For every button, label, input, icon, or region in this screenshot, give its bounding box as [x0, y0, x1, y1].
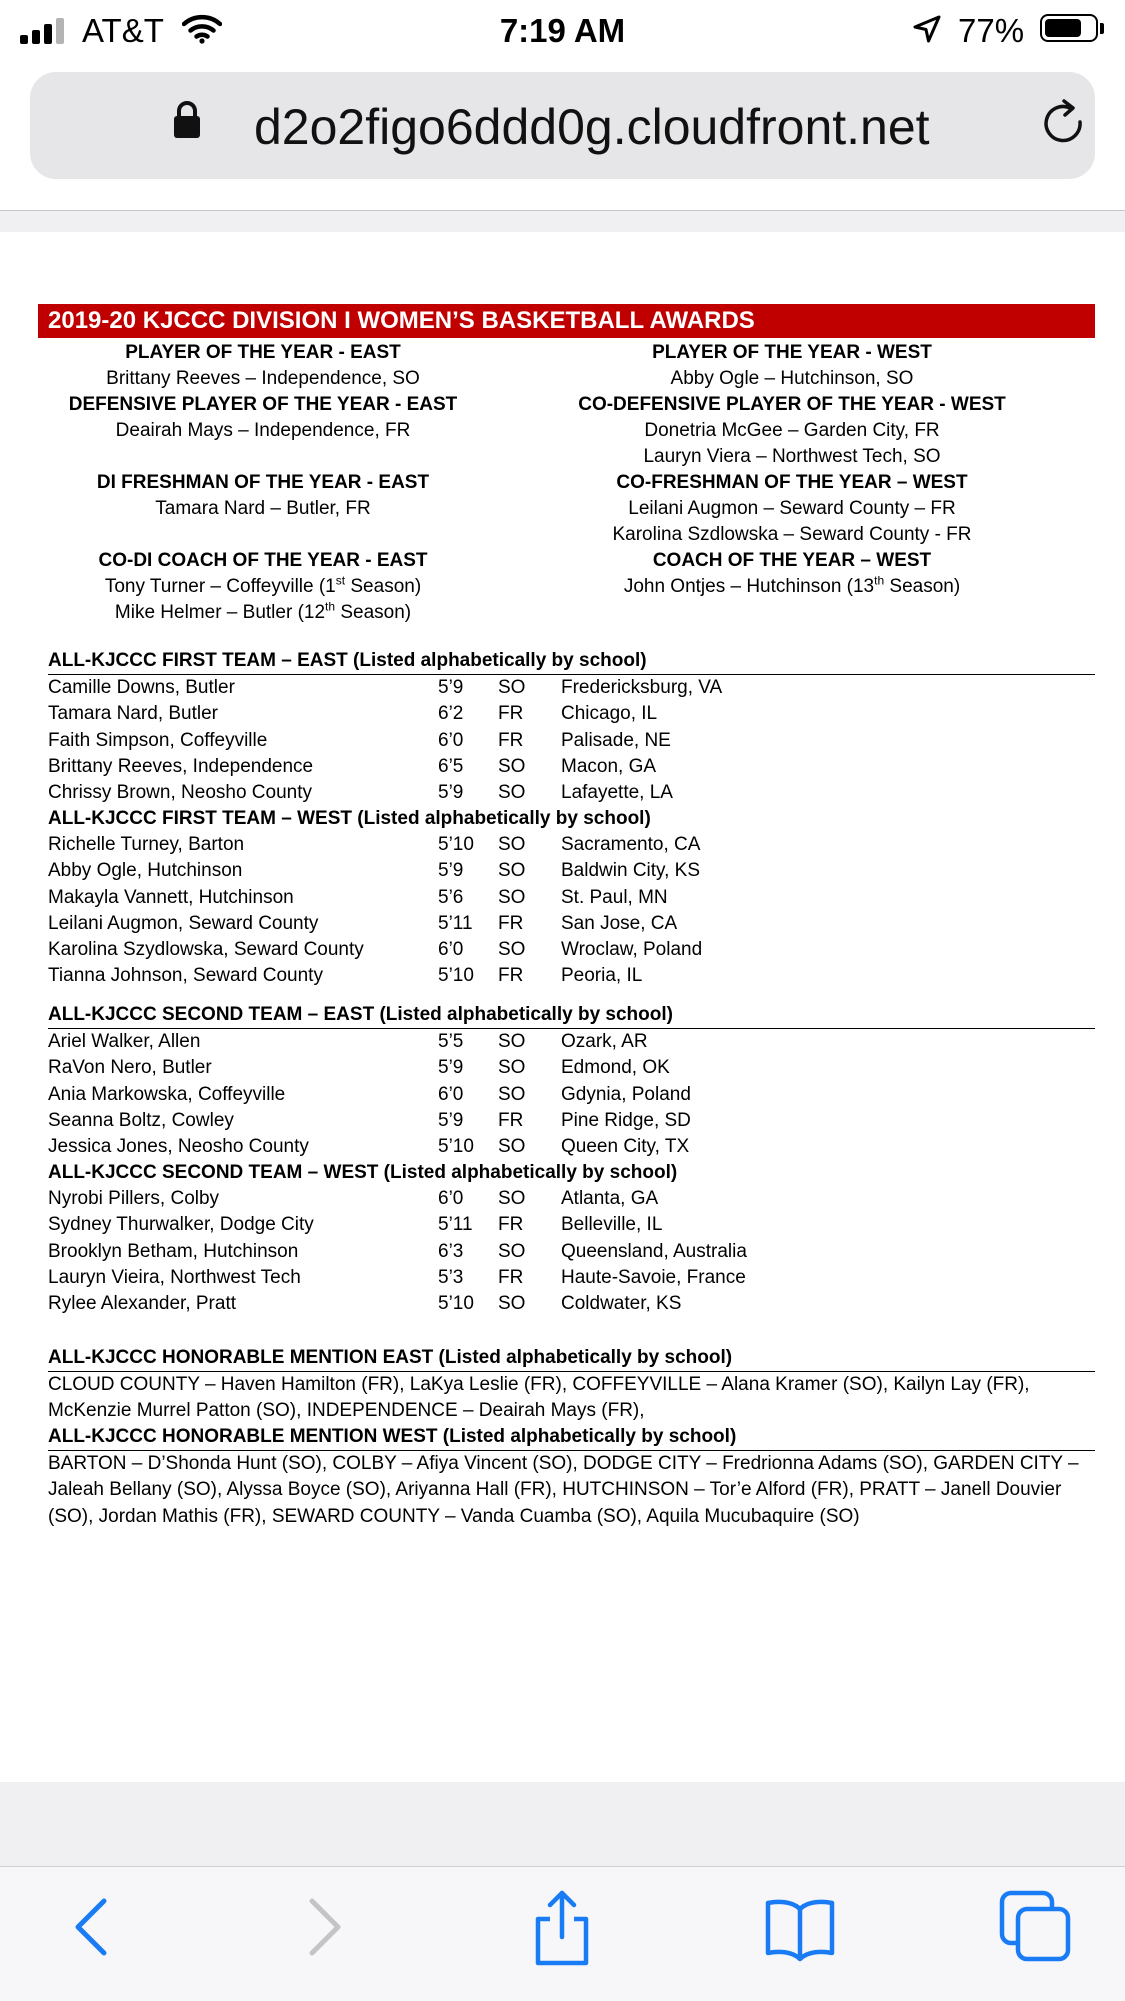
player-year: SO — [498, 677, 526, 698]
player-name: Chrissy Brown, Neosho County — [48, 782, 312, 804]
player-row — [48, 1082, 1095, 1108]
award-title: CO-FRESHMAN OF THE YEAR – WEST — [616, 472, 968, 493]
player-height: 5’9 — [438, 677, 464, 698]
player-year: FR — [498, 912, 524, 934]
player-year: SO — [498, 782, 526, 804]
player-height: 5’11 — [438, 1214, 473, 1236]
team-roster — [48, 1186, 1095, 1317]
player-height: 5’11 — [438, 912, 473, 934]
player-hometown: Macon, GA — [561, 755, 657, 777]
player-name: RaVon Nero, Butler — [48, 1057, 212, 1079]
player-row — [48, 1029, 1095, 1055]
player-name: Rylee Alexander, Pratt — [48, 1293, 236, 1315]
chevron-right-icon — [296, 1889, 356, 1965]
player-year: SO — [498, 1057, 526, 1079]
award-winner: Deairah Mays – Independence, FR — [115, 420, 411, 441]
player-height: 6’3 — [438, 1240, 464, 1262]
honorable-heading: ALL-KJCCC HONORABLE MENTION EAST (Listed alphabetically by school) — [48, 1345, 1095, 1372]
award-winner: Tony Turner – Coffeyville (1st Season) — [104, 573, 422, 597]
player-height: 5’10 — [438, 965, 474, 987]
player-height: 6’0 — [438, 939, 464, 961]
player-hometown: St. Paul, MN — [561, 886, 668, 908]
player-height: 5’10 — [438, 834, 474, 855]
player-name: Faith Simpson, Coffeyville — [48, 729, 268, 751]
back-button[interactable] — [60, 1889, 120, 1970]
award-winner: Donetria McGee – Garden City, FR — [644, 420, 940, 441]
player-row — [48, 728, 1095, 754]
address-bar[interactable] — [30, 72, 1095, 179]
player-name: Sydney Thurwalker, Dodge City — [48, 1214, 314, 1236]
player-name: Nyrobi Pillers, Colby — [48, 1188, 220, 1209]
team-heading: ALL-KJCCC FIRST TEAM – EAST (Listed alphabetically by school) — [48, 648, 1095, 675]
forward-button[interactable] — [296, 1889, 356, 1970]
player-hometown: Atlanta, GA — [561, 1188, 659, 1209]
doc-title: 2019-20 KJCCC DIVISION I WOMEN’S BASKETBALL AWARDS — [38, 304, 1095, 338]
player-year: SO — [498, 755, 526, 777]
player-name: Brooklyn Betham, Hutchinson — [48, 1240, 299, 1262]
award-title: PLAYER OF THE YEAR - EAST — [125, 342, 401, 363]
player-row — [48, 963, 1095, 989]
player-height: 6’0 — [438, 1188, 464, 1209]
player-row — [48, 780, 1095, 806]
player-year: FR — [498, 729, 524, 751]
player-row — [48, 911, 1095, 937]
award-winner: Mike Helmer – Butler (12th Season) — [114, 599, 412, 623]
player-name: Makayla Vannett, Hutchinson — [48, 886, 294, 908]
team-heading: ALL-KJCCC FIRST TEAM – WEST (Listed alphabetically by school) — [48, 808, 651, 829]
team-heading: ALL-KJCCC SECOND TEAM – WEST (Listed alphabetically by school) — [48, 1162, 678, 1183]
player-year: SO — [498, 939, 526, 961]
book-icon — [762, 1889, 838, 1965]
player-row — [48, 1108, 1095, 1134]
player-name: Brittany Reeves, Independence — [48, 755, 314, 777]
carrier-label: AT&T — [82, 12, 164, 49]
player-row — [48, 832, 1095, 858]
player-hometown: Coldwater, KS — [561, 1293, 682, 1315]
player-height: 5’10 — [438, 1136, 474, 1158]
player-year: FR — [498, 703, 524, 725]
player-hometown: Baldwin City, KS — [561, 860, 701, 882]
player-hometown: Haute-Savoie, France — [561, 1266, 746, 1288]
player-year: FR — [498, 1266, 524, 1288]
player-year: SO — [498, 1293, 526, 1315]
player-year: SO — [498, 1083, 526, 1105]
battery-percent: 77% — [958, 12, 1025, 49]
player-hometown: Belleville, IL — [561, 1214, 663, 1236]
award-winner: Lauryn Viera – Northwest Tech, SO — [643, 446, 941, 467]
player-height: 6’2 — [438, 703, 464, 725]
clock: 7:19 AM — [499, 12, 626, 49]
player-height: 6’0 — [438, 1083, 464, 1105]
share-button[interactable] — [526, 1889, 598, 1974]
player-height: 6’0 — [438, 729, 464, 751]
player-row — [48, 858, 1095, 884]
player-row — [48, 1265, 1095, 1291]
battery-tip — [1100, 23, 1104, 34]
player-row — [48, 1134, 1095, 1160]
player-row — [48, 1291, 1095, 1317]
player-row — [48, 937, 1095, 963]
player-name: Lauryn Vieira, Northwest Tech — [48, 1266, 301, 1288]
team-roster — [48, 1029, 1095, 1160]
battery-icon — [1040, 14, 1098, 42]
player-hometown: Palisade, NE — [561, 729, 671, 751]
player-year: SO — [498, 886, 526, 908]
tabs-icon — [998, 1889, 1078, 1969]
player-row — [48, 701, 1095, 727]
player-hometown: Lafayette, LA — [561, 782, 673, 804]
player-height: 5’9 — [438, 1109, 464, 1131]
player-name: Richelle Turney, Barton — [48, 834, 245, 855]
awards-west — [526, 340, 1058, 600]
award-winner: Tamara Nard – Butler, FR — [155, 498, 371, 519]
player-year: FR — [498, 1214, 524, 1236]
honorable-text: CLOUD COUNTY – Haven Hamilton (FR), LaKya Leslie (FR), COFFEYVILLE – Alana Kramer (SO), Kailyn Lay (FR), McKenzie Murrel Patton (SO), INDEPENDENCE – Deairah Mays (FR), — [48, 1374, 1030, 1422]
player-year: FR — [498, 965, 524, 987]
player-name: Tamara Nard, Butler — [48, 703, 219, 725]
player-row — [48, 1239, 1095, 1265]
player-hometown: Sacramento, CA — [561, 834, 701, 855]
lock-icon — [172, 100, 202, 145]
player-row — [48, 1186, 1095, 1212]
player-year: SO — [498, 1240, 526, 1262]
player-hometown: Gdynia, Poland — [561, 1083, 691, 1105]
player-hometown: Peoria, IL — [561, 965, 643, 987]
bottom-toolbar — [0, 1867, 1125, 2001]
player-height: 5’9 — [438, 782, 464, 804]
player-height: 5’5 — [438, 1031, 464, 1052]
player-row — [48, 885, 1095, 911]
player-name: Ania Markowska, Coffeyville — [48, 1083, 286, 1105]
player-year: SO — [498, 1136, 526, 1158]
player-name: Abby Ogle, Hutchinson — [48, 860, 243, 882]
status-bar — [0, 0, 1125, 62]
player-row — [48, 1055, 1095, 1081]
player-year: SO — [498, 1031, 526, 1052]
award-winner: Leilani Augmon – Seward County – FR — [628, 498, 956, 519]
award-winner: Karolina Szdlowska – Seward County - FR — [612, 524, 972, 545]
award-winner: John Ontjes – Hutchinson (13th Season) — [623, 573, 961, 597]
player-hometown: Pine Ridge, SD — [561, 1109, 691, 1131]
awards-east — [0, 340, 526, 626]
url-text[interactable]: d2o2figo6ddd0g.cloudfront.net — [254, 99, 930, 155]
award-title: CO-DI COACH OF THE YEAR - EAST — [98, 550, 428, 571]
share-icon — [526, 1889, 598, 1969]
player-hometown: Ozark, AR — [561, 1031, 648, 1052]
award-title: DI FRESHMAN OF THE YEAR - EAST — [96, 472, 430, 493]
player-name: Camille Downs, Butler — [48, 677, 235, 698]
player-name: Jessica Jones, Neosho County — [48, 1136, 309, 1158]
player-height: 5’9 — [438, 860, 464, 882]
player-year: FR — [498, 1109, 524, 1131]
player-hometown: Fredericksburg, VA — [561, 677, 723, 698]
tabs-button[interactable] — [998, 1889, 1078, 1974]
player-year: SO — [498, 860, 526, 882]
award-title: CO-DEFENSIVE PLAYER OF THE YEAR - WEST — [578, 394, 1006, 415]
honorable-heading: ALL-KJCCC HONORABLE MENTION WEST (Listed alphabetically by school) — [48, 1424, 1095, 1451]
player-name: Karolina Szydlowska, Seward County — [48, 939, 364, 961]
player-name: Tianna Johnson, Seward County — [48, 965, 323, 987]
award-winner: Abby Ogle – Hutchinson, SO — [670, 368, 914, 389]
chevron-left-icon — [60, 1889, 120, 1965]
player-name: Seanna Boltz, Cowley — [48, 1109, 234, 1131]
location-arrow-icon — [912, 14, 942, 49]
player-row — [48, 1212, 1095, 1238]
player-hometown: Wroclaw, Poland — [561, 939, 703, 961]
reload-icon[interactable] — [1040, 98, 1088, 155]
team-heading: ALL-KJCCC SECOND TEAM – EAST (Listed alphabetically by school) — [48, 1002, 1095, 1029]
award-title: COACH OF THE YEAR – WEST — [652, 550, 932, 571]
player-height: 5’9 — [438, 1057, 464, 1079]
player-year: SO — [498, 1188, 526, 1209]
team-roster — [48, 832, 1095, 990]
player-height: 6’5 — [438, 755, 464, 777]
player-row — [48, 675, 1095, 701]
player-height: 5’3 — [438, 1266, 464, 1288]
player-hometown: Chicago, IL — [561, 703, 658, 725]
team-roster — [48, 675, 1095, 806]
player-name: Leilani Augmon, Seward County — [48, 912, 319, 934]
player-name: Ariel Walker, Allen — [48, 1031, 201, 1052]
award-winner: Brittany Reeves – Independence, SO — [106, 368, 420, 389]
player-row — [48, 754, 1095, 780]
player-hometown: Queensland, Australia — [561, 1240, 747, 1262]
player-hometown: Edmond, OK — [561, 1057, 670, 1079]
honorable-text: BARTON – D’Shonda Hunt (SO), COLBY – Afiya Vincent (SO), DODGE CITY – Fredrionna Adams (SO), GARDEN CITY – Jaleah Bellany (SO), Alyssa Boyce (SO), Ariyanna Hall (FR), HUTCHINSON – Tor’e Alford (FR), PRATT – Janell Douvier (SO), Jordan Mathis (FR), SEWARD COUNTY – Vanda Cuamba (SO), Aquila Mucubaquire (SO) — [48, 1453, 1079, 1527]
player-height: 5’10 — [438, 1293, 474, 1315]
bookmarks-button[interactable] — [762, 1889, 838, 1970]
player-year: SO — [498, 834, 526, 855]
player-height: 5’6 — [438, 886, 464, 908]
player-hometown: San Jose, CA — [561, 912, 678, 934]
award-title: DEFENSIVE PLAYER OF THE YEAR - EAST — [68, 394, 458, 415]
award-title: PLAYER OF THE YEAR - WEST — [652, 342, 932, 363]
player-hometown: Queen City, TX — [561, 1136, 690, 1158]
